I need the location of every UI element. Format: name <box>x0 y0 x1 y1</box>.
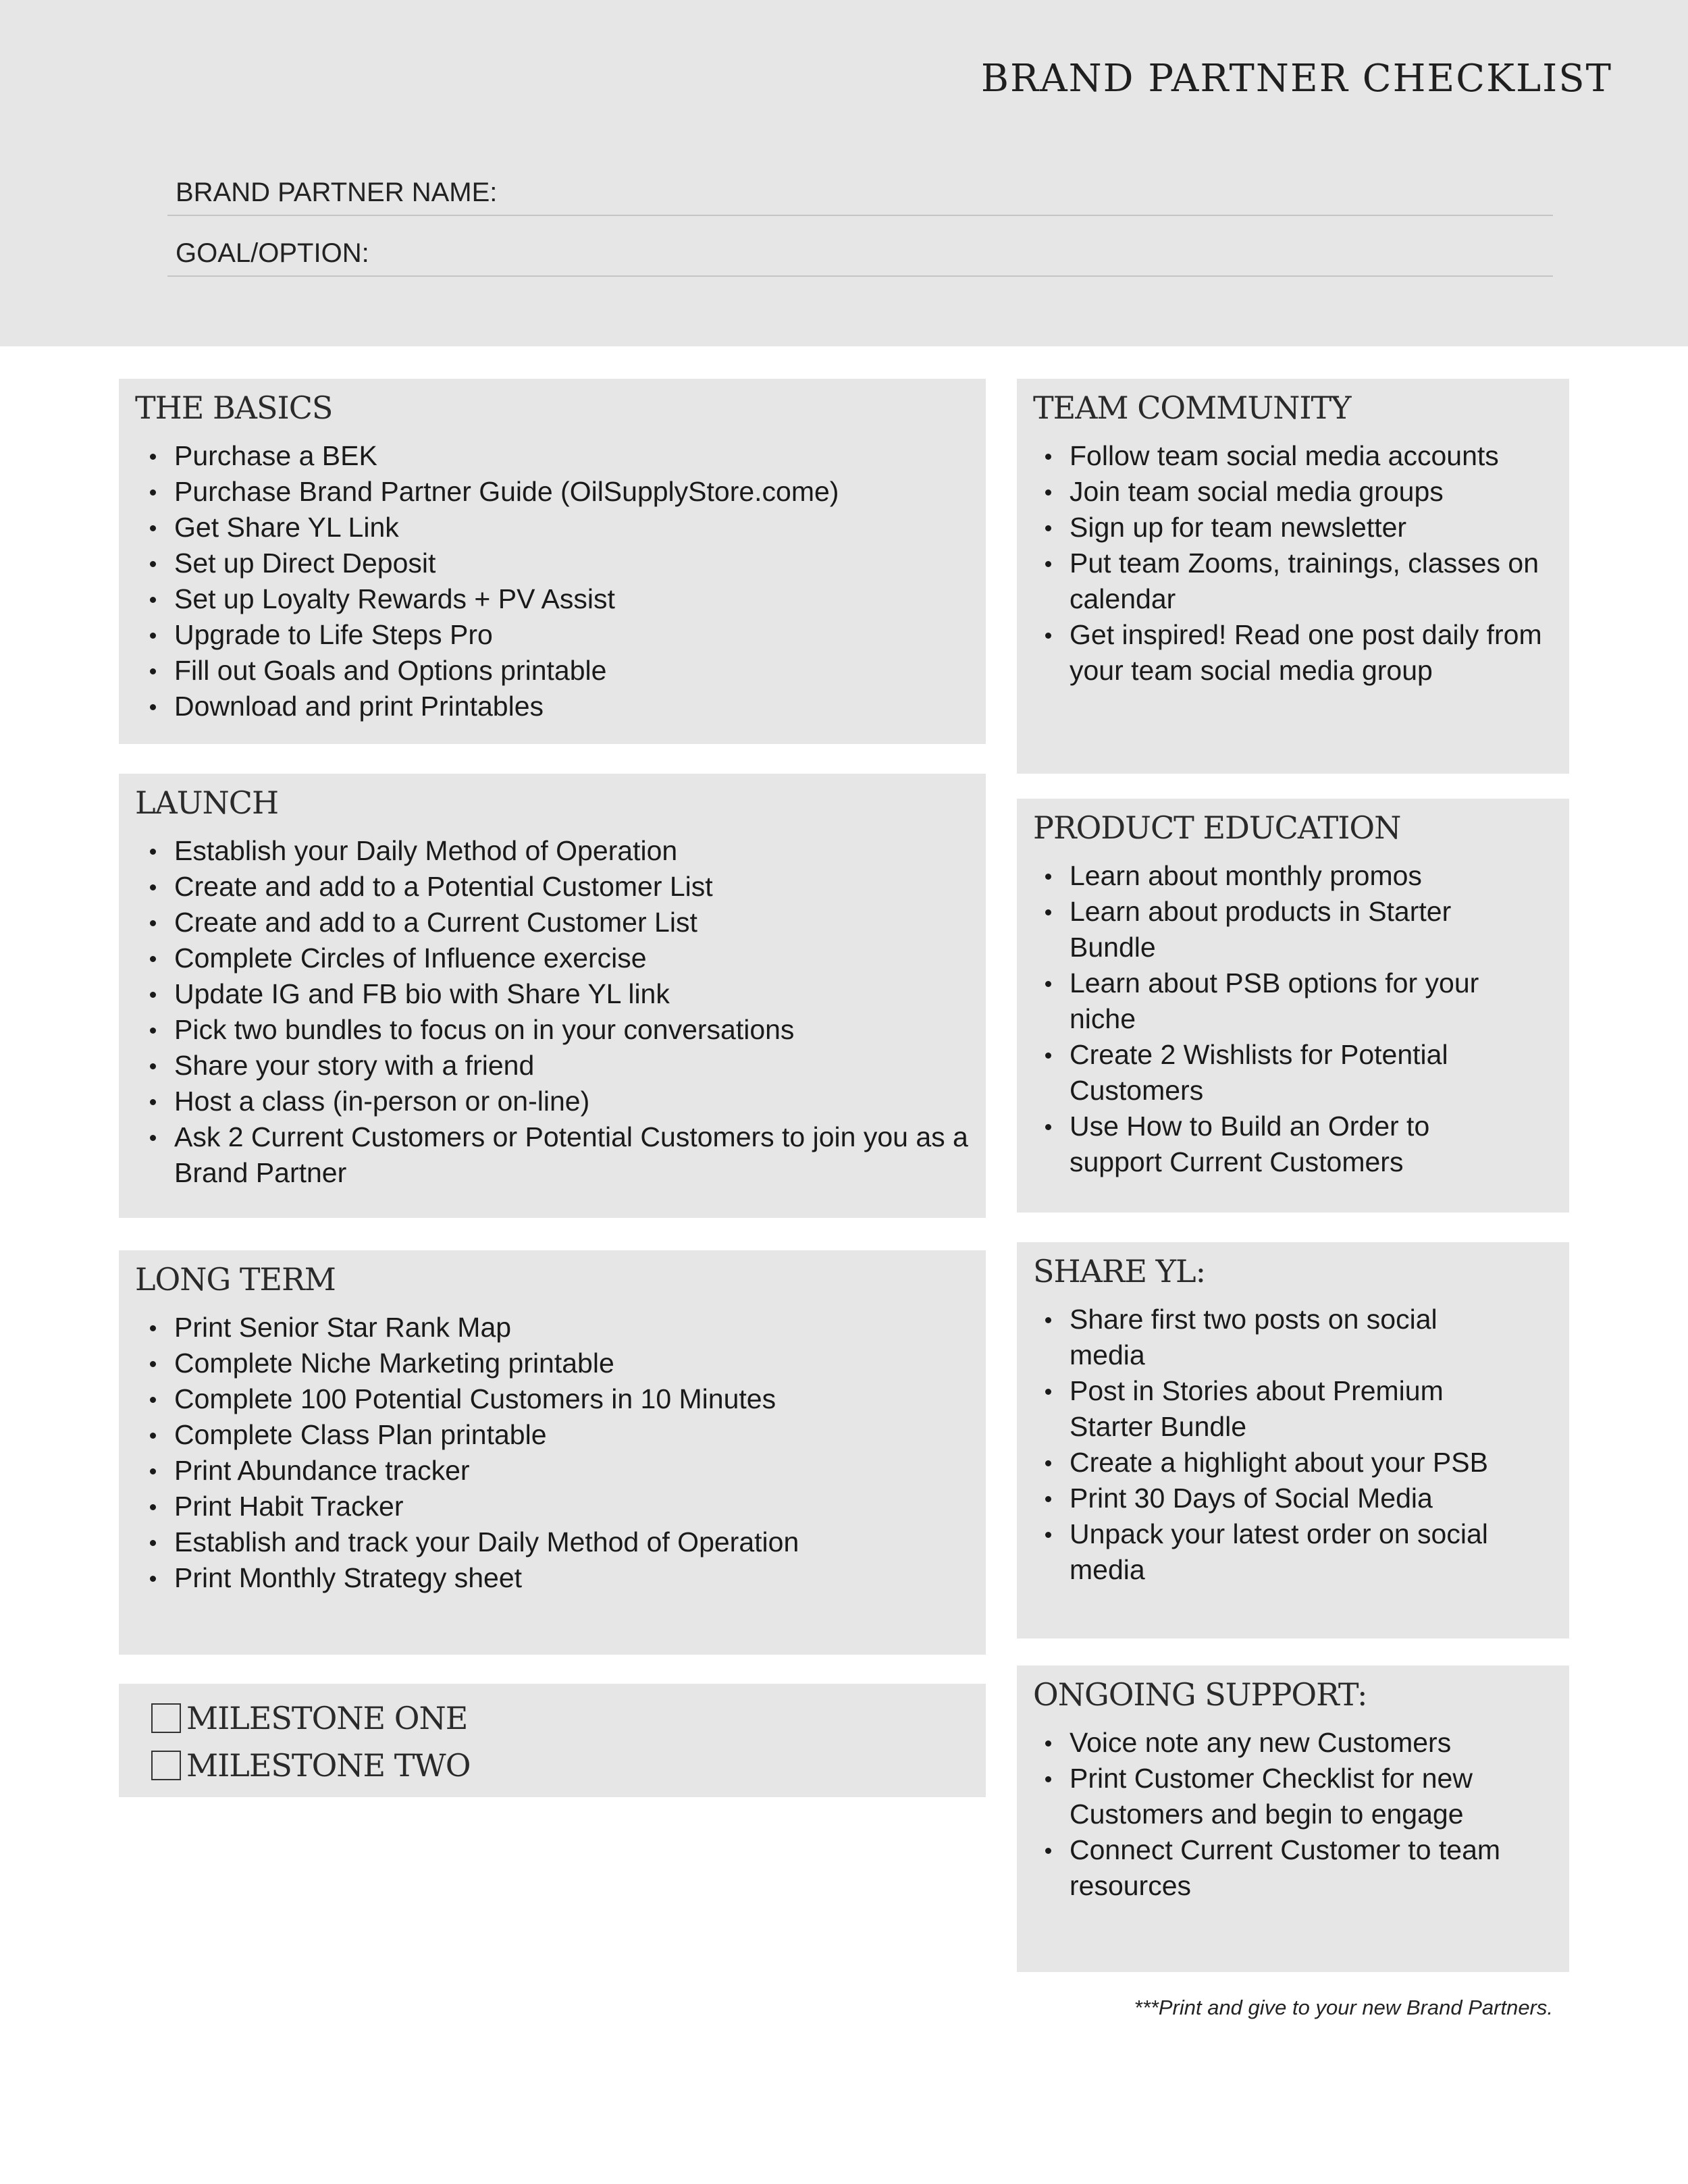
basics-heading: THE BASICS <box>135 390 333 426</box>
list-item: Get inspired! Read one post daily from your team social media group <box>1070 617 1542 689</box>
list-item: Create and add to a Potential Customer List <box>174 869 971 905</box>
list-item: Unpack your latest order on social media <box>1070 1516 1508 1588</box>
list-item: Use How to Build an Order to support Current Customers <box>1070 1109 1502 1180</box>
launch-list <box>174 833 971 1191</box>
list-item: Learn about PSB options for your niche <box>1070 965 1502 1037</box>
team-community-section <box>1017 379 1569 774</box>
long-term-section <box>119 1250 986 1655</box>
list-item: Download and print Printables <box>174 689 966 724</box>
list-item: Print Senior Star Rank Map <box>174 1310 966 1346</box>
list-item: Update IG and FB bio with Share YL link <box>174 976 971 1012</box>
launch-section <box>119 774 986 1218</box>
goal-option-field[interactable] <box>167 231 1553 277</box>
list-item: Connect Current Customer to team resources <box>1070 1832 1529 1904</box>
list-item: Create 2 Wishlists for Potential Customers <box>1070 1037 1502 1109</box>
list-item: Voice note any new Customers <box>1070 1725 1529 1761</box>
list-item: Create and add to a Current Customer List <box>174 905 971 940</box>
list-item: Purchase a BEK <box>174 438 966 474</box>
footnote: ***Print and give to your new Brand Partners. <box>1134 1996 1553 2019</box>
list-item: Pick two bundles to focus on in your conversations <box>174 1012 971 1048</box>
brand-partner-name-label: BRAND PARTNER NAME: <box>176 178 498 207</box>
list-item: Put team Zooms, trainings, classes on calendar <box>1070 545 1542 617</box>
list-item: Learn about products in Starter Bundle <box>1070 894 1502 965</box>
product-education-list <box>1070 858 1502 1180</box>
team-community-list <box>1070 438 1542 689</box>
team-community-heading: TEAM COMMUNITY <box>1033 390 1351 426</box>
list-item: Fill out Goals and Options printable <box>174 653 966 689</box>
long-term-list <box>174 1310 966 1596</box>
list-item: Print Customer Checklist for new Customers and begin to engage <box>1070 1761 1529 1832</box>
list-item: Establish your Daily Method of Operation <box>174 833 971 869</box>
milestone-two-label: MILESTONE TWO <box>186 1747 471 1784</box>
list-item: Upgrade to Life Steps Pro <box>174 617 966 653</box>
list-item: Get Share YL Link <box>174 510 966 545</box>
list-item: Purchase Brand Partner Guide (OilSupplyStore.come) <box>174 474 966 510</box>
list-item: Print Monthly Strategy sheet <box>174 1560 966 1596</box>
list-item: Print 30 Days of Social Media <box>1070 1481 1508 1516</box>
brand-partner-name-field[interactable] <box>167 170 1553 216</box>
list-item: Print Abundance tracker <box>174 1453 966 1489</box>
page-title: BRAND PARTNER CHECKLIST <box>980 57 1612 101</box>
list-item: Set up Loyalty Rewards + PV Assist <box>174 581 966 617</box>
list-item: Post in Stories about Premium Starter Bundle <box>1070 1373 1508 1445</box>
list-item: Sign up for team newsletter <box>1070 510 1542 545</box>
ongoing-support-list <box>1070 1725 1529 1904</box>
list-item: Join team social media groups <box>1070 474 1542 510</box>
share-yl-section <box>1017 1242 1569 1639</box>
milestone-two-checkbox[interactable] <box>151 1751 181 1780</box>
basics-section <box>119 379 986 744</box>
launch-heading: LAUNCH <box>135 784 279 821</box>
list-item: Host a class (in-person or on-line) <box>174 1084 971 1119</box>
list-item: Share first two posts on social media <box>1070 1302 1508 1373</box>
milestone-one-label: MILESTONE ONE <box>186 1700 468 1736</box>
list-item: Complete Niche Marketing printable <box>174 1346 966 1381</box>
milestone-one <box>151 1700 467 1736</box>
list-item: Share your story with a friend <box>174 1048 971 1084</box>
milestone-one-checkbox[interactable] <box>151 1703 181 1733</box>
long-term-heading: LONG TERM <box>135 1261 336 1298</box>
milestones-section <box>119 1684 986 1797</box>
list-item: Follow team social media accounts <box>1070 438 1542 474</box>
list-item: Create a highlight about your PSB <box>1070 1445 1508 1481</box>
list-item: Learn about monthly promos <box>1070 858 1502 894</box>
list-item: Complete Class Plan printable <box>174 1417 966 1453</box>
share-yl-list <box>1070 1302 1508 1588</box>
goal-option-label: GOAL/OPTION: <box>176 238 369 268</box>
basics-list <box>174 438 966 724</box>
milestone-two <box>151 1747 470 1784</box>
list-item: Print Habit Tracker <box>174 1489 966 1524</box>
ongoing-support-section <box>1017 1666 1569 1972</box>
share-yl-heading: SHARE YL: <box>1033 1253 1206 1289</box>
product-education-section <box>1017 799 1569 1213</box>
list-item: Ask 2 Current Customers or Potential Customers to join you as a Brand Partner <box>174 1119 971 1191</box>
list-item: Set up Direct Deposit <box>174 545 966 581</box>
ongoing-support-heading: ONGOING SUPPORT: <box>1033 1676 1367 1713</box>
list-item: Complete Circles of Influence exercise <box>174 940 971 976</box>
list-item: Establish and track your Daily Method of Operation <box>174 1524 966 1560</box>
product-education-heading: PRODUCT EDUCATION <box>1033 809 1401 846</box>
list-item: Complete 100 Potential Customers in 10 Minutes <box>174 1381 966 1417</box>
